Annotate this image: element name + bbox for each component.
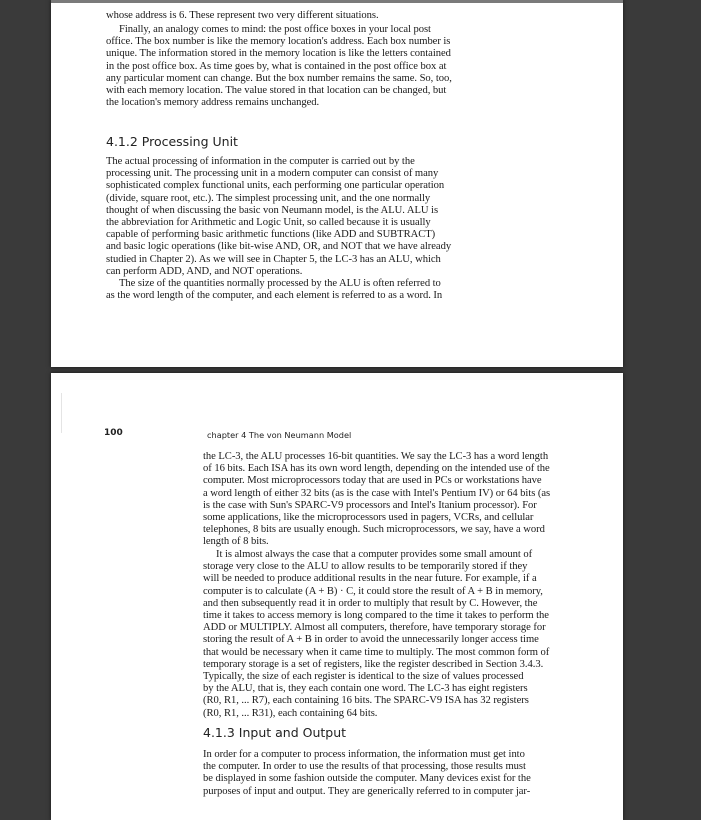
text-line: sophisticated complex functional units, each performing one particular operation: [106, 180, 445, 192]
text-line: of 16 bits. Each ISA has its own word length, depending on the intended use of the: [203, 463, 550, 475]
text-line: unique. The information stored in the memory location is like the letters contained: [106, 48, 451, 60]
text-line: computer is to calculate (A + B) · C, it could store the result of A + B in memory,: [203, 585, 543, 597]
text-line: thought of when discussing the basic von Neumann model, is the ALU. ALU is: [106, 204, 439, 216]
text-line: and then subsequently read it in order to multiply that result by C. However, the: [203, 597, 538, 609]
text-line: telephones, 8 bits are usually enough. Such microprocessors, we say, have a word: [203, 524, 545, 536]
section-heading-processing-unit: 4.1.2 Processing Unit: [106, 134, 238, 149]
paragraph-address-situations: [106, 10, 469, 22]
text-line: ADD or MULTIPLY. Almost all computers, therefore, have temporary storage for: [203, 622, 546, 634]
text-line: purposes of input and output. They are generically referred to in computer jar-: [203, 785, 531, 797]
running-head: chapter 4 The von Neumann Model: [207, 430, 352, 440]
text-line: the LC-3, the ALU processes 16-bit quantities. We say the LC-3 has a word length: [203, 451, 549, 462]
text-line: It is almost always the case that a computer provides some small amount of: [216, 549, 533, 560]
text-line: the computer. In order to use the results of that processing, those results must: [203, 761, 526, 773]
text-line: (R0, R1, ... R7), each containing 16 bits. The SPARC-V9 ISA has 32 registers: [203, 695, 529, 707]
book-page-lower: [51, 373, 623, 820]
book-page-upper: [51, 0, 623, 367]
text-line: is the case with Sun's SPARC-V9 processors and Intel's Itanium processor). For: [203, 499, 537, 511]
text-line: Typically, the size of each register is identical to the size of values processed: [203, 671, 524, 683]
text-line: a word length of either 32 bits (as is the case with Intel's Pentium IV) or 64 bits (as: [203, 487, 551, 499]
text-line: length of 8 bits.: [203, 536, 269, 548]
text-line: whose address is 6. These represent two very different situations.: [106, 10, 379, 21]
text-line: and basic logic operations (like bit-wise AND, OR, and NOT that we have already: [106, 241, 452, 253]
paragraph-post-office-analogy: [106, 24, 469, 109]
paragraph-input-output: [203, 749, 569, 798]
text-line: In order for a computer to process information, the information must get into: [203, 749, 525, 760]
text-line: computer. Most microprocessors today that are used in PCs or workstations have: [203, 475, 542, 487]
text-line: will be needed to produce additional results in the near future. For example, if a: [203, 573, 537, 585]
page-number: 100: [104, 428, 123, 438]
paragraph-processing-unit: [106, 156, 469, 278]
text-line: any particular moment can change. But the box number remains the same. So, too,: [106, 72, 452, 84]
paragraph-lc3-word-length: [203, 451, 569, 549]
text-line: storage very close to the ALU to allow results to be temporarily stored if they: [203, 561, 528, 573]
text-line: storing the result of A + B in order to avoid the unnecessarily longer access time: [203, 634, 539, 646]
text-line: The actual processing of information in the computer is carried out by the: [106, 156, 415, 167]
text-line: the abbreviation for Arithmetic and Logic Unit, so called because it is usually: [106, 217, 431, 229]
text-line: The size of the quantities normally processed by the ALU is often referred to: [119, 278, 441, 289]
text-line: processing unit. The processing unit in a modern computer can consist of many: [106, 168, 439, 180]
text-line: office. The box number is like the memory location's address. Each box number is: [106, 36, 451, 48]
text-line: Finally, an analogy comes to mind: the post office boxes in your local post: [119, 24, 431, 35]
text-line: some applications, like the microprocessors used in pagers, VCRs, and cellular: [203, 512, 534, 524]
text-line: with each memory location. The value stored in that location can be changed, but: [106, 85, 447, 97]
text-line: capable of performing basic arithmetic functions (like ADD and SUBTRACT): [106, 229, 436, 241]
text-line: (R0, R1, ... R31), each containing 64 bits.: [203, 707, 378, 719]
text-line: temporary storage is a set of registers, like the register described in Section 3.4.3.: [203, 658, 544, 670]
text-line: as the word length of the computer, and each element is referred to as a word. In: [106, 290, 443, 302]
paragraph-word-length: [106, 278, 469, 302]
text-line: time it takes to access memory is long compared to the time it takes to perform the: [203, 610, 549, 622]
text-line: by the ALU, that is, they each contain one word. The LC-3 has eight registers: [203, 683, 528, 695]
text-line: the location's memory address remains unchanged.: [106, 97, 320, 109]
text-line: (divide, square root, etc.). The simplest processing unit, and the one normally: [106, 192, 431, 204]
text-line: can perform ADD, AND, and NOT operations.: [106, 265, 303, 277]
text-line: in the post office box. As time goes by, what is contained in the post office box at: [106, 60, 447, 72]
text-line: be displayed in some fashion outside the computer. Many devices exist for the: [203, 773, 531, 785]
text-line: that would be necessary when it came time to multiply. The most common form of: [203, 646, 550, 658]
paragraph-temporary-storage: [203, 549, 569, 720]
text-line: studied in Chapter 2). As we will see in Chapter 5, the LC-3 has an ALU, which: [106, 253, 441, 265]
margin-rule: [61, 393, 62, 433]
section-heading-input-output: 4.1.3 Input and Output: [203, 725, 347, 740]
